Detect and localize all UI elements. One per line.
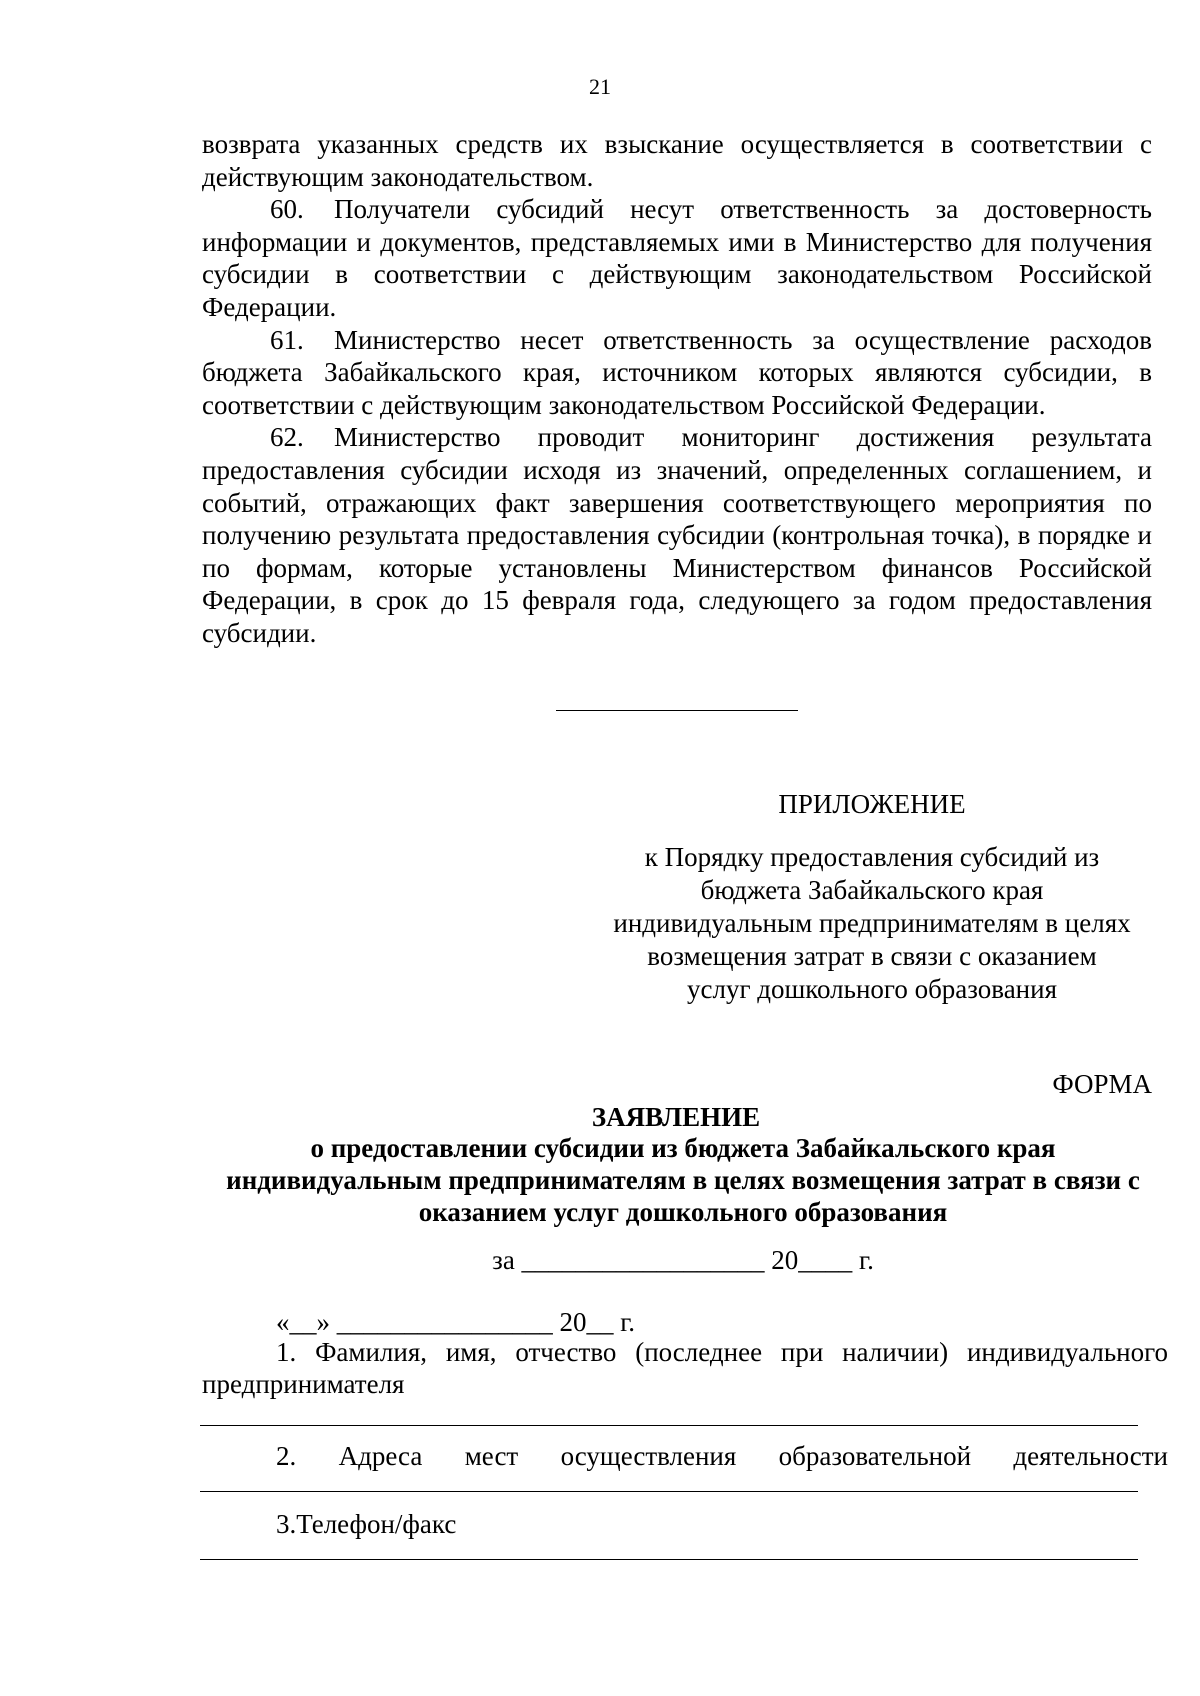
page-number: 21 <box>589 74 611 99</box>
form-subtitle <box>202 1132 1164 1228</box>
paragraph-number: 62. <box>270 422 304 453</box>
body-text <box>202 128 1152 650</box>
paragraph-number: 60. <box>270 194 304 225</box>
form-item-name <box>202 1336 1168 1400</box>
paragraph-continuation: возврата указанных средств их взыскание осуществляется в соответствии с действующим законодательством. <box>202 129 1152 192</box>
paragraph-text: Министерство несет ответственность за осуществление расходов бюджета Забайкальского края, источником которых являются субсидии, в соответствии с действующим законодательством Российской Федерации. <box>202 324 1152 420</box>
form-date-field: «__» ________________ 20__ г. <box>276 1307 636 1337</box>
form-subtitle-line: оказанием услуг дошкольного образования <box>418 1197 948 1227</box>
paragraph-text: Получатели субсидий несут ответственность за достоверность информации и документов, представляемых ими в Министерство для получения субсидии в соответствии с действующим законодательством Российской Федерации. <box>202 194 1152 322</box>
paragraph-text: Министерство проводит мониторинг достижения результата предоставления субсидии исходя из значений, определенных соглашением, и событий, отражающих факт завершения соответствующего мероприятия по получению результата предоставления субсидии (контрольная точка), в порядке и по формам, которые установлены Министерством финансов Российской Федерации, в срок до 15 февраля года, следующего за годом предоставления субсидии. <box>202 422 1152 648</box>
form-label: ФОРМА <box>1052 1069 1152 1099</box>
form-subtitle-line: о предоставлении субсидии из бюджета Забайкальского края <box>310 1133 1056 1163</box>
form-period-field: за __________________ 20____ г. <box>492 1245 874 1275</box>
appendix-line: к Порядку предоставления субсидий из <box>644 842 1100 872</box>
form-subtitle-line: индивидуальным предпринимателям в целях возмещения затрат в связи с <box>226 1165 1140 1195</box>
form-item-address: 2. Адреса мест осуществления образовательной деятельности <box>276 1441 1168 1471</box>
paragraph-62 <box>202 421 1152 649</box>
form-item-label: предпринимателя <box>202 1369 405 1399</box>
appendix-line: индивидуальным предпринимателям в целях <box>613 908 1131 938</box>
fill-in-line <box>200 1491 1138 1492</box>
form-title: ЗАЯВЛЕНИЕ <box>591 1102 761 1132</box>
section-separator <box>556 710 798 711</box>
form-item-phone: 3.Телефон/факс <box>276 1509 457 1539</box>
appendix-line: бюджета Забайкальского края <box>700 875 1044 905</box>
paragraph-number: 61. <box>270 324 304 355</box>
paragraph-60 <box>202 193 1152 323</box>
form-item-label: 1. Фамилия, имя, отчество (последнее при наличии) индивидуального <box>276 1337 1168 1367</box>
appendix-line: услуг дошкольного образования <box>686 974 1057 1004</box>
fill-in-line <box>200 1425 1138 1426</box>
appendix-header <box>592 788 1152 1006</box>
paragraph-61 <box>202 324 1152 422</box>
fill-in-line <box>200 1559 1138 1560</box>
appendix-title: ПРИЛОЖЕНИЕ <box>778 789 966 819</box>
appendix-line: возмещения затрат в связи с оказанием <box>647 941 1097 971</box>
